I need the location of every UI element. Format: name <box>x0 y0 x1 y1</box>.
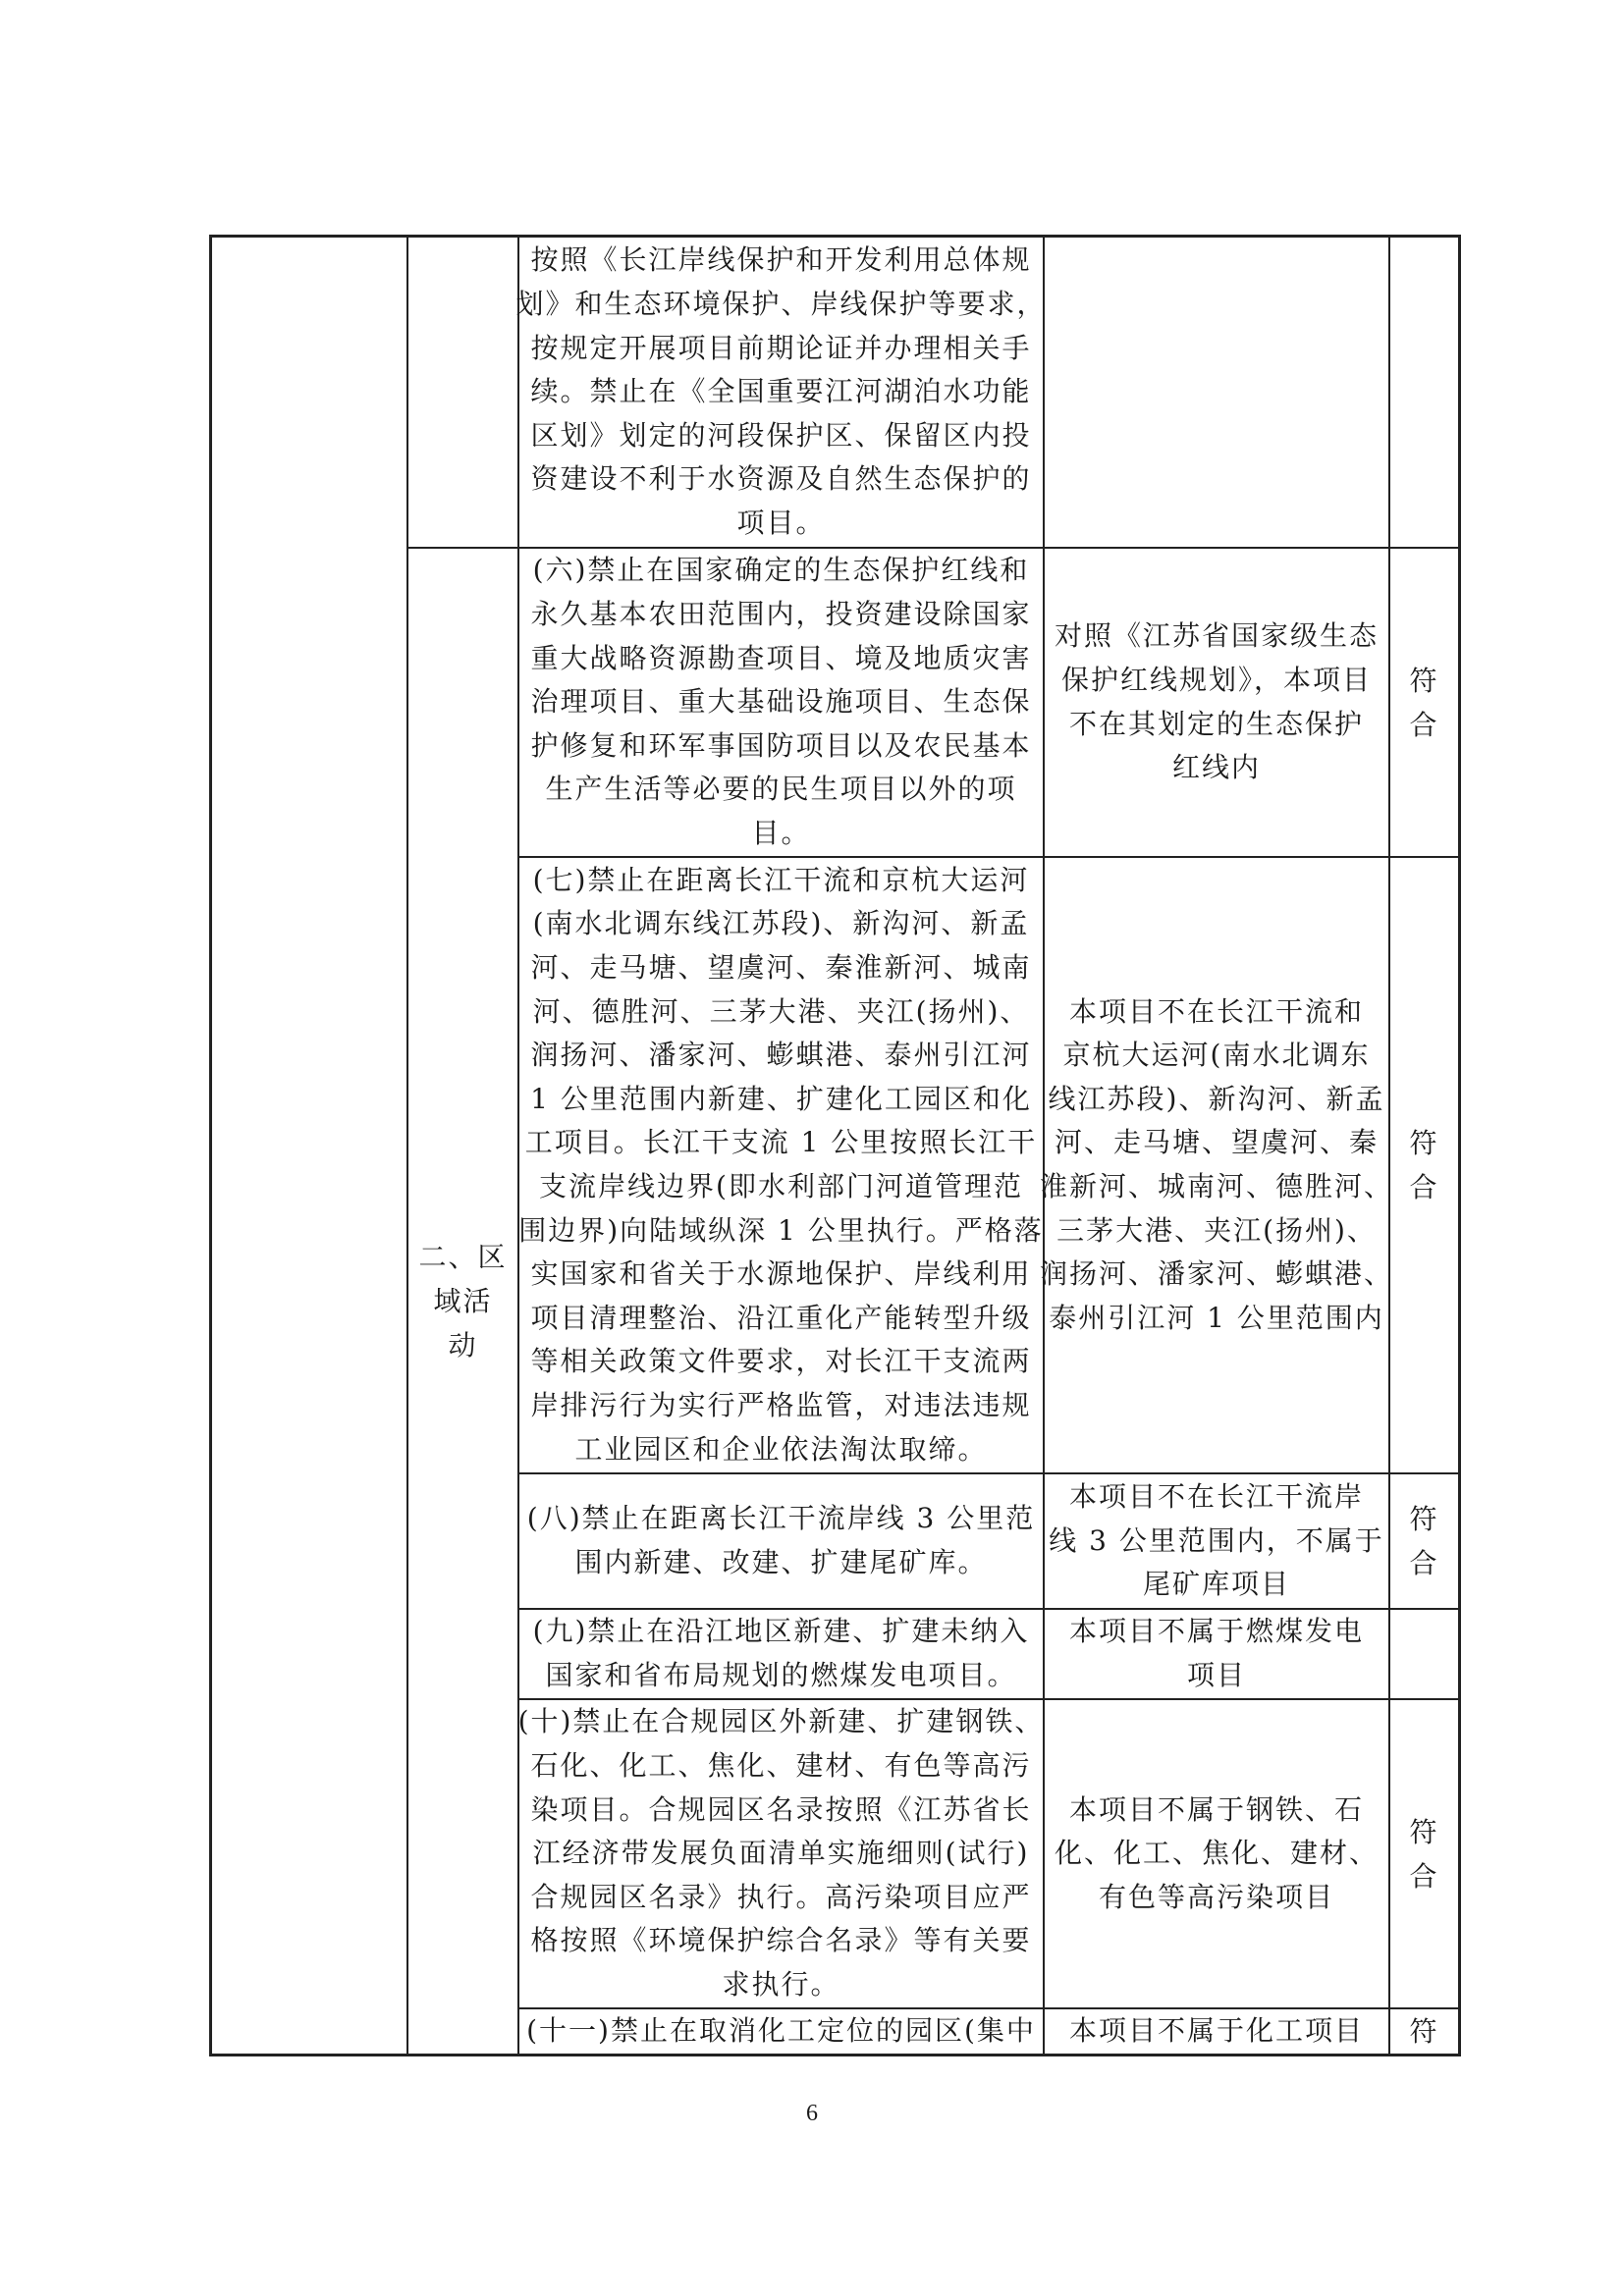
row-6-result <box>1045 2009 1388 2054</box>
conclusion-text: 符 合 <box>1409 664 1439 741</box>
row-0-requirement <box>515 238 1047 547</box>
conclusion-text: 符 合 <box>1409 1127 1439 1203</box>
row-3-conclusion <box>1390 1474 1458 1608</box>
row-3-result <box>1045 1474 1388 1608</box>
conclusion-text: 符 合 <box>1409 1815 1439 1893</box>
row-2-conclusion <box>1390 858 1458 1472</box>
table-right-border <box>1458 235 1461 2056</box>
row-0-conclusion <box>1390 238 1458 547</box>
category-cell <box>408 549 517 2054</box>
row-2-result <box>1040 858 1394 1472</box>
row-1-result <box>1045 549 1388 856</box>
result-text: 本项目不属于钢铁、石 化、化工、焦化、建材、 有色等高污染项目 <box>1054 1792 1379 1913</box>
page-number: 6 <box>806 2101 818 2126</box>
result-text: 本项目不属于燃煤发电 项目 <box>1068 1615 1364 1691</box>
row-1-conclusion <box>1390 549 1458 856</box>
requirement-text: 按照《长江岸线保护和开发利用总体规 划》和生态环境保护、岸线保护等要求， 按规定开展项目前期论证并办理相关手 续。禁止在《全国重要江河湖泊水功能 区划》划定的河段保护区、保留区内投 资建设不利于水资源及自然生态保护的 项目。 <box>515 243 1047 539</box>
row-6-conclusion <box>1390 2009 1458 2054</box>
requirement-text: (七)禁止在距离长江干流和京杭大运河 (南水北调东线江苏段)、新沟河、新孟 河、走马塘、望虞河、秦淮新河、城南 河、德胜河、三茅大港、夹江(扬州)、 润扬河、潘家河、蟛蜞港、泰州引江河 1 公里范围内新建、扩建化工园区和化 工项目。长江干支流 1 公里按照长江干 支流岸线边界(即水利部门河道管理范 围边界)向陆域纵深 1 公里执行。严格落 实国家和省关于水源地保护、岸线利用 项目清理整治、沿江重化产能转型升级 等相关政策文件要求，对长江干支流两 岸排污行为实行严格监管，对违法违规 工业园区和企业依法淘汰取缔。 <box>518 863 1044 1466</box>
row-3-requirement <box>519 1474 1043 1608</box>
table-left-border <box>209 235 212 2056</box>
conclusion-text: 符 <box>1409 2015 1439 2048</box>
requirement-text: (十一)禁止在取消化工定位的园区(集中 <box>526 2014 1036 2048</box>
row-4-requirement <box>519 1610 1043 1698</box>
requirement-text: (六)禁止在国家确定的生态保护红线和 永久基本农田范围内，投资建设除国家 重大战略资源勘查项目、境及地质灾害 治理项目、重大基础设施项目、生态保 护修复和环军事国防项目以及农民基本 生产生活等必要的民生项目以外的项 目。 <box>530 554 1032 849</box>
result-text: 本项目不在长江干流岸 线 3 公里范围内，不属于 尾矿库项目 <box>1049 1480 1384 1601</box>
row-0-result <box>1045 238 1388 547</box>
result-text: 本项目不在长江干流和 京杭大运河(南水北调东 线江苏段)、新沟河、新孟 河、走马塘、望虞河、秦 淮新河、城南河、德胜河、 三茅大港、夹江(扬州)、 润扬河、潘家河、蟛蜞港、 泰州引江河 1 公里范围内 <box>1040 994 1394 1334</box>
result-text: 对照《江苏省国家级生态 保护红线规划》，本项目 不在其划定的生态保护 红线内 <box>1054 619 1379 784</box>
result-text: 本项目不属于化工项目 <box>1068 2014 1364 2048</box>
requirement-text: (八)禁止在距离长江干流岸线 3 公里范 围内新建、改建、扩建尾矿库。 <box>526 1502 1036 1578</box>
row-6-requirement <box>519 2009 1043 2054</box>
conclusion-text: 符 合 <box>1409 1503 1439 1579</box>
category-label: 二、区 域活 动 <box>418 1241 508 1362</box>
row-1-requirement <box>519 549 1043 856</box>
row-4-conclusion <box>1390 1610 1458 1698</box>
table-bottom-border <box>209 2054 1461 2056</box>
row-4-result <box>1045 1610 1388 1698</box>
requirement-text: (十)禁止在合规园区外新建、扩建钢铁、 石化、化工、焦化、建材、有色等高污 染项目。合规园区名录按照《江苏省长 江经济带发展负面清单实施细则(试行) 合规园区名录》执行。高污染项目应严 格按照《环境保护综合名录》等有关要 求执行。 <box>517 1705 1045 2001</box>
row-5-result <box>1045 1700 1388 2007</box>
row-5-requirement <box>519 1700 1043 2007</box>
requirement-text: (九)禁止在沿江地区新建、扩建未纳入 国家和省布局规划的燃煤发电项目。 <box>532 1615 1030 1691</box>
row-5-conclusion <box>1390 1700 1458 2007</box>
row-2-requirement <box>519 858 1043 1472</box>
